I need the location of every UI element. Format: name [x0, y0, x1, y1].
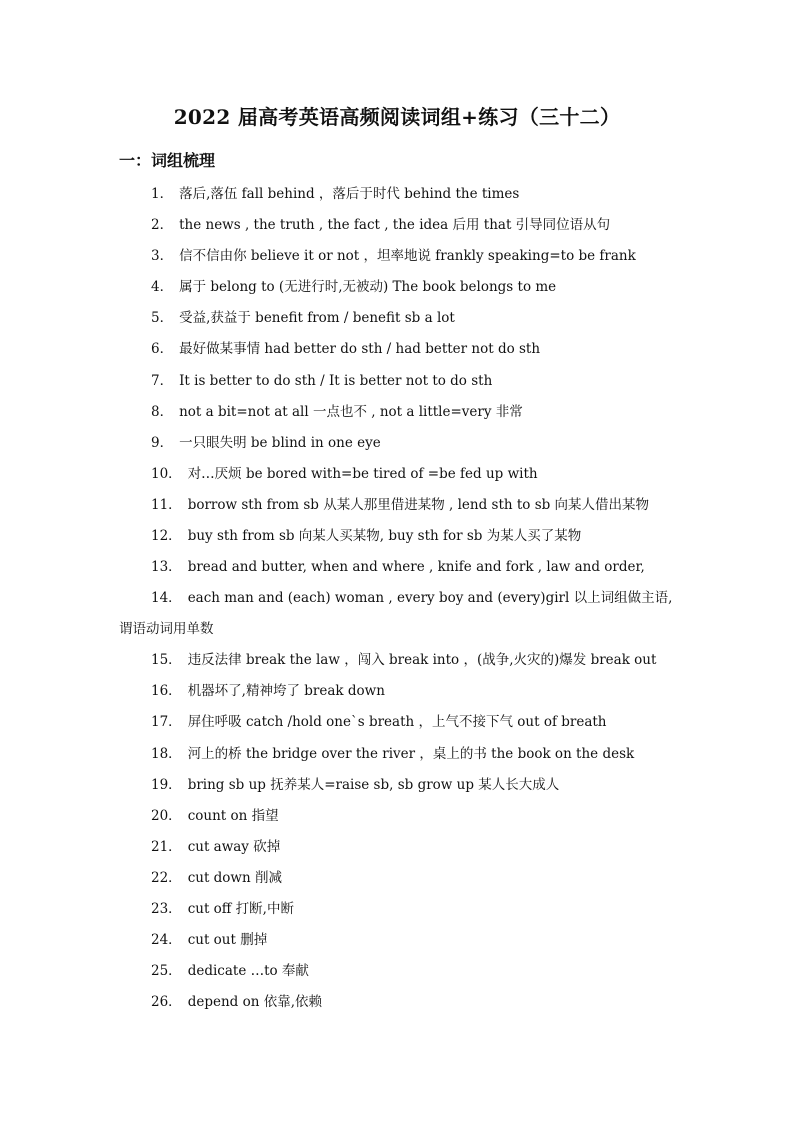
list-item — [0, 743, 794, 774]
item-text: not a bit=not at all 一点也不 , not a little=very 非常 — [179, 403, 523, 420]
item-text: 一只眼失明 be blind in one eye — [179, 434, 381, 451]
list-item — [0, 960, 794, 991]
item-number: 14． — [151, 590, 182, 607]
item-text-continuation: 谓语动词用单数 — [119, 621, 214, 638]
item-number: 15． — [151, 652, 182, 669]
list-item — [0, 307, 794, 338]
item-text: each man and (each) woman , every boy and (every)girl 以上词组做主语, — [187, 590, 673, 607]
list-item — [0, 370, 794, 401]
item-text: borrow sth from sb 从某人那里借进某物 , lend sth to sb 向某人借出某物 — [187, 496, 650, 513]
item-text: 属于 belong to (无进行时,无被动) The book belongs to me — [179, 279, 557, 296]
item-number: 21． — [151, 838, 182, 855]
item-text: cut off 打断,中断 — [187, 900, 294, 917]
list-item — [0, 214, 794, 245]
item-text: 屏住呼吸 catch /hold one`s breath ，上气不接下气 out of breath — [187, 714, 607, 731]
item-text: bread and butter, when and where , knife and fork , law and order, — [187, 559, 645, 576]
list-item — [0, 929, 794, 960]
item-number: 18． — [151, 745, 182, 762]
list-item — [0, 556, 794, 587]
item-number: 8． — [151, 403, 174, 420]
item-text: It is better to do sth / It is better not to do sth — [179, 372, 493, 389]
item-text: buy sth from sb 向某人买某物, buy sth for sb 为某人买了某物 — [187, 528, 582, 545]
item-number: 3． — [151, 248, 174, 265]
item-text: depend on 依靠,依赖 — [187, 994, 322, 1011]
item-number: 9． — [151, 434, 174, 451]
list-item — [0, 587, 676, 649]
list-item — [0, 867, 794, 898]
item-number: 4． — [151, 279, 174, 296]
list-item — [0, 898, 794, 929]
list-item — [0, 836, 794, 867]
item-number: 24． — [151, 932, 182, 949]
item-number: 13． — [151, 559, 182, 576]
item-text: 对…厌烦 be bored with=be tired of =be fed up with — [187, 465, 538, 482]
item-number: 25． — [151, 963, 182, 980]
item-text: cut out 删掉 — [187, 932, 268, 949]
item-number: 19． — [151, 776, 182, 793]
list-item — [0, 680, 794, 711]
item-text: bring sb up 抚养某人=raise sb, sb grow up 某人长大成人 — [187, 776, 560, 793]
item-text: cut away 砍掉 — [187, 838, 281, 855]
item-number: 10． — [151, 465, 182, 482]
list-item — [0, 276, 794, 307]
item-number: 5． — [151, 310, 174, 327]
list-item — [0, 245, 794, 276]
item-text: 机器坏了,精神垮了 break down — [187, 683, 385, 700]
item-number: 16． — [151, 683, 182, 700]
item-number: 26． — [151, 994, 182, 1011]
list-item — [0, 494, 794, 525]
item-number: 7． — [151, 372, 174, 389]
item-text: 信不信由你 believe it or not ，坦率地说 frankly speaking=to be frank — [179, 248, 636, 265]
item-text: count on 指望 — [187, 807, 279, 824]
list-item — [0, 649, 794, 680]
item-text: cut down 削减 — [187, 869, 282, 886]
list-item — [0, 401, 794, 432]
item-text: 河上的桥 the bridge over the river ，桌上的书 the book on the desk — [187, 745, 635, 762]
item-number: 17． — [151, 714, 182, 731]
item-text: 受益,获益于 benefit from / benefit sb a lot — [179, 310, 455, 327]
item-text: 落后,落伍 fall behind ，落后于时代 behind the times — [179, 186, 520, 202]
item-number: 22． — [151, 869, 182, 886]
item-text: the news , the truth , the fact , the idea 后用 that 引导同位语从句 — [179, 217, 611, 234]
item-text: 违反法律 break the law ，闯入 break into ，(战争,火灾的)爆发 break out — [187, 652, 657, 669]
list-item — [0, 338, 794, 369]
item-number: 2． — [151, 217, 174, 234]
list-item — [0, 711, 794, 742]
list-item — [0, 774, 794, 805]
list-item — [0, 183, 794, 214]
phrase-list — [0, 183, 794, 1022]
item-text: dedicate …to 奉献 — [187, 963, 309, 980]
list-item — [0, 525, 794, 556]
list-item — [0, 991, 794, 1022]
document-title: 2022 届高考英语高频阅读词组+练习（三十二） — [173, 105, 621, 129]
list-item — [0, 805, 794, 836]
item-number: 1． — [151, 186, 174, 202]
list-item — [0, 463, 794, 494]
list-item — [0, 432, 794, 463]
item-number: 11． — [151, 496, 182, 513]
item-number: 23． — [151, 900, 182, 917]
item-text: 最好做某事情 had better do sth / had better not do sth — [179, 341, 541, 358]
item-number: 6． — [151, 341, 174, 358]
item-number: 20． — [151, 807, 182, 824]
item-number: 12． — [151, 528, 182, 545]
section-heading: 一：词组梳理 — [119, 151, 216, 170]
